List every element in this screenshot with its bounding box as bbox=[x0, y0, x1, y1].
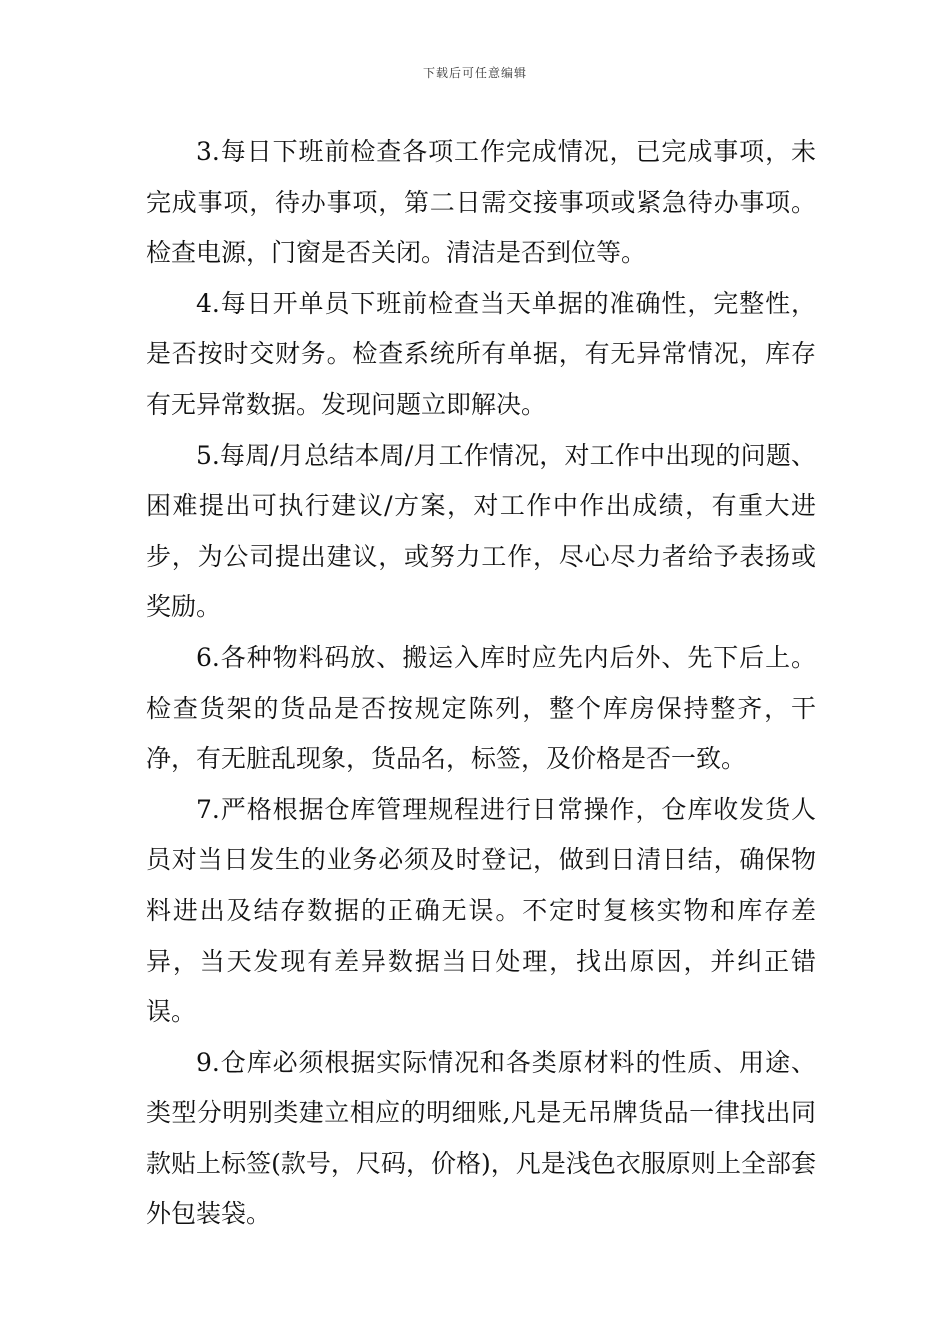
document-body bbox=[146, 127, 816, 1240]
paragraph-item-9: 9.仓库必须根据实际情况和各类原材料的性质、用途、类型分明别类建立相应的明细账,凡是无吊牌货品一律找出同款贴上标签(款号，尺码，价格)，凡是浅色衣服原则上全部套外包装袋。 bbox=[146, 1047, 816, 1229]
paragraph-item-6: 6.各种物料码放、搬运入库时应先内后外、先下后上。检查货架的货品是否按规定陈列，整个库房保持整齐，干净，有无脏乱现象，货品名，标签，及价格是否一致。 bbox=[146, 642, 816, 774]
paragraph-item-4: 4.每日开单员下班前检查当天单据的准确性，完整性，是否按时交财务。检查系统所有单据，有无异常情况，库存有无异常数据。发现问题立即解决。 bbox=[146, 288, 816, 419]
paragraph-item-3: 3.每日下班前检查各项工作完成情况，已完成事项，未完成事项，待办事项，第二日需交接事项或紧急待办事项。检查电源，门窗是否关闭。清洁是否到位等。 bbox=[146, 137, 816, 268]
paragraph-item-7: 7.严格根据仓库管理规程进行日常操作，仓库收发货人员对当日发生的业务必须及时登记，做到日清日结，确保物料进出及结存数据的正确无误。不定时复核实物和库存差异，当天发现有差异数据当日处理，找出原因，并纠正错误。 bbox=[146, 794, 816, 1027]
page-header: 下载后可任意编辑 bbox=[422, 66, 527, 80]
paragraph-item-5: 5.每周/月总结本周/月工作情况，对工作中出现的问题、困难提出可执行建议/方案，对工作中作出成绩，有重大进步，为公司提出建议，或努力工作，尽心尽力者给予表扬或奖励。 bbox=[146, 440, 816, 622]
